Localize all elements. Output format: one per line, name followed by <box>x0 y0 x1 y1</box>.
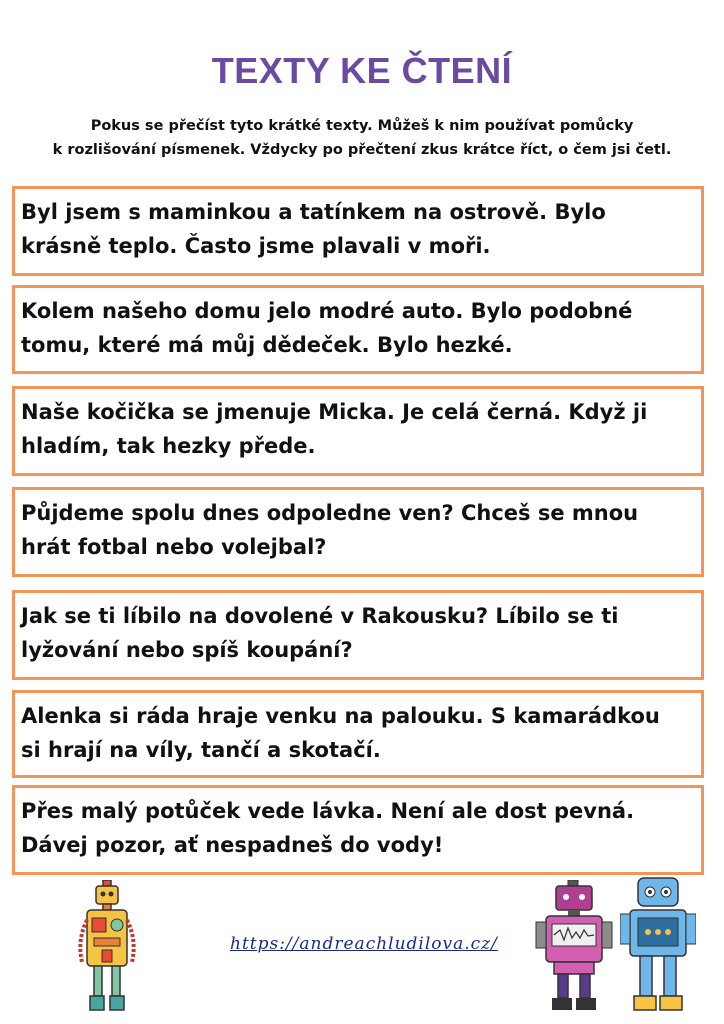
text-line: si hrají na víly, tančí a skotačí. <box>21 738 381 762</box>
text-line: hladím, tak hezky přede. <box>21 434 316 458</box>
text-line: Půjdeme spolu dnes odpoledne ven? Chceš se mnou <box>21 501 639 525</box>
text-box-6 <box>12 690 704 778</box>
text-line: Alenka si ráda hraje venku na palouku. S kamarádkou <box>21 704 660 728</box>
text-line: lyžování nebo spíš koupání? <box>21 638 353 662</box>
page-title: TEXTY KE ČTENÍ <box>211 50 513 91</box>
text-box-4 <box>12 487 704 577</box>
text-box-3 <box>12 386 704 476</box>
text-line: Kolem našeho domu jelo modré auto. Bylo podobné <box>21 299 633 323</box>
text-line: tomu, které má můj dědeček. Bylo hezké. <box>21 333 513 357</box>
text-box-1 <box>12 186 704 276</box>
text-line: Jak se ti líbilo na dovolené v Rakousku? Líbilo se ti <box>21 604 619 628</box>
robot-blue-icon <box>620 876 696 1016</box>
text-line: krásně teplo. Často jsme plavali v moři. <box>21 234 491 258</box>
text-line: Naše kočička se jmenuje Micka. Je celá černá. Když ji <box>21 400 648 424</box>
text-line: Byl jsem s maminkou a tatínkem na ostrově. Bylo <box>21 200 606 224</box>
intro-text <box>0 114 724 162</box>
intro-line-1: Pokus se přečíst tyto krátké texty. Můžeš k nim používat pomůcky <box>90 118 634 134</box>
text-line: Dávej pozor, ať nespadneš do vody! <box>21 833 444 857</box>
text-box-2 <box>12 285 704 374</box>
text-box-5 <box>12 590 704 680</box>
intro-line-2: k rozlišování písmenek. Vždycky po přečtení zkus krátce říct, o čem jsi četl. <box>52 142 672 158</box>
text-line: Přes malý potůček vede lávka. Není ale dost pevná. <box>21 799 635 823</box>
robot-yellow-icon <box>72 880 142 1015</box>
website-link[interactable]: https://andreachludilova.cz/ <box>230 934 498 954</box>
text-line: hrát fotbal nebo volejbal? <box>21 535 327 559</box>
text-box-7 <box>12 785 704 875</box>
robot-pink-icon <box>534 880 614 1015</box>
